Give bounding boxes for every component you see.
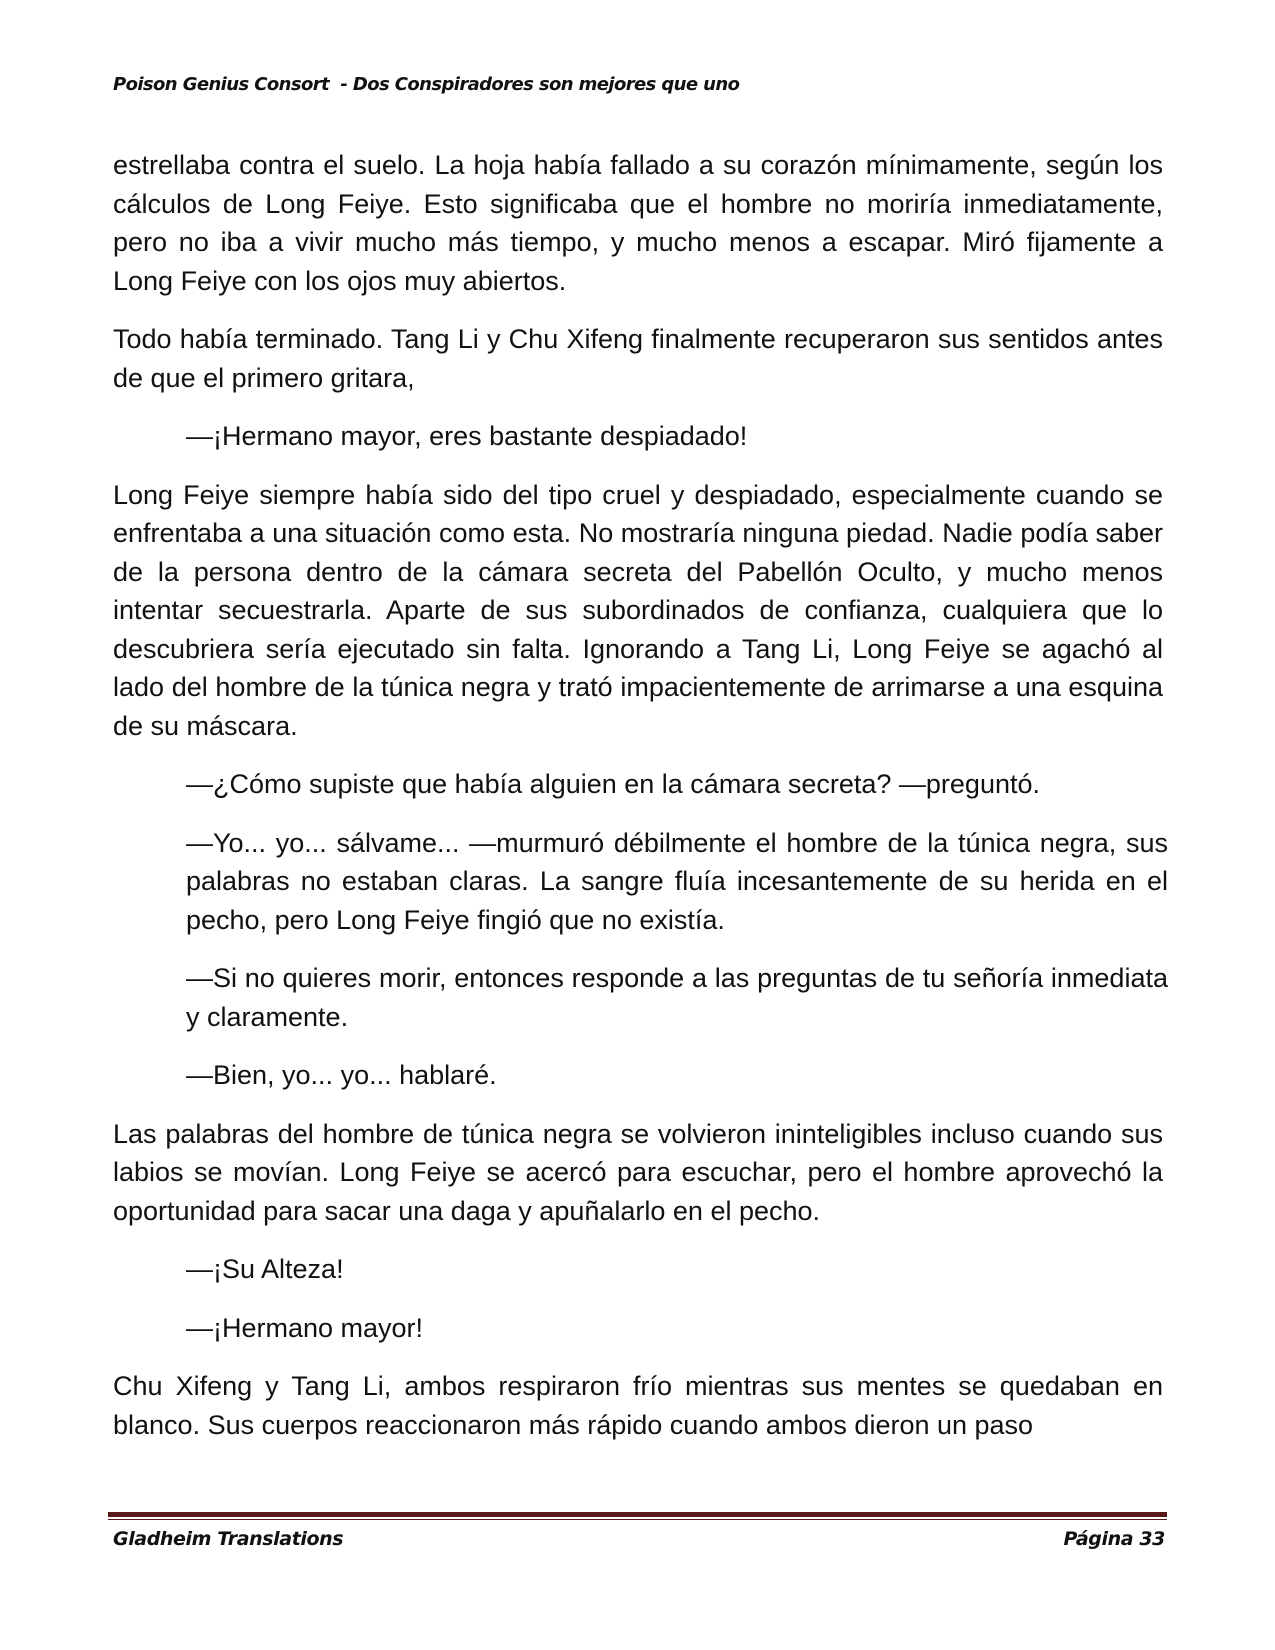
dialog-line-4: —Si no quieres morir, entonces responde a las preguntas de tu señoría inmediata y claramente.: [186, 963, 1168, 1032]
dialog-line-7: —¡Hermano mayor!: [186, 1312, 424, 1343]
page-body: [113, 146, 1168, 1464]
paragraph-5: Chu Xifeng y Tang Li, ambos respiraron frío mientras sus mentes se quedaban en blanco. Sus cuerpos reaccionaron más rápido cuando ambos dieron un paso: [113, 1371, 1163, 1440]
dialog-line-2: —¿Cómo supiste que había alguien en la cámara secreta? —preguntó.: [186, 769, 1040, 799]
running-header: Poison Genius Consort - Dos Conspiradores son mejores que uno: [113, 74, 740, 95]
paragraph-1: estrellaba contra el suelo. La hoja había fallado a su corazón mínimamente, según los cálculos de Long Feiye. Esto significaba que el hombre no moriría inmediatamente, pero no iba a vivir mucho más tiempo, y mucho menos a escapar. Miró fijamente a Long Feiye con los ojos muy abiertos.: [113, 150, 1163, 296]
page-number: Página 33: [1063, 1528, 1165, 1550]
paragraph-4: Las palabras del hombre de túnica negra se volvieron ininteligibles incluso cuando sus labios se movían. Long Feiye se acercó para escuchar, pero el hombre aprovechó la oportunidad para sacar una daga y apuñalarlo en el pecho.: [113, 1118, 1163, 1226]
paragraph-2: Todo había terminado. Tang Li y Chu Xifeng finalmente recuperaron sus sentidos antes de que el primero gritara,: [113, 324, 1163, 393]
dialog-line-6: —¡Su Alteza!: [186, 1254, 344, 1284]
dialog-line-5: —Bien, yo... yo... hablaré.: [186, 1060, 497, 1090]
footer-divider: [108, 1512, 1167, 1520]
paragraph-3: Long Feiye siempre había sido del tipo cruel y despiadado, especialmente cuando se enfrentaba a una situación como esta. No mostraría ninguna piedad. Nadie podía saber de la persona dentro de la cámara secreta del Pabellón Oculto, y mucho menos intentar secuestrarla. Aparte de sus subordinados de confianza, cualquiera que lo descubriera sería ejecutado sin falta. Ignorando a Tang Li, Long Feiye se agachó al lado del hombre de la túnica negra y trató impacientemente de arrimarse a una esquina de su máscara.: [113, 479, 1163, 741]
footer-publisher: Gladheim Translations: [113, 1528, 344, 1550]
dialog-line-1: —¡Hermano mayor, eres bastante despiadado!: [186, 421, 748, 451]
dialog-line-3: —Yo... yo... sálvame... —murmuró débilmente el hombre de la túnica negra, sus palabras no estaban claras. La sangre fluía incesantemente de su herida en el pecho, pero Long Feiye fingió que no existía.: [186, 827, 1168, 935]
